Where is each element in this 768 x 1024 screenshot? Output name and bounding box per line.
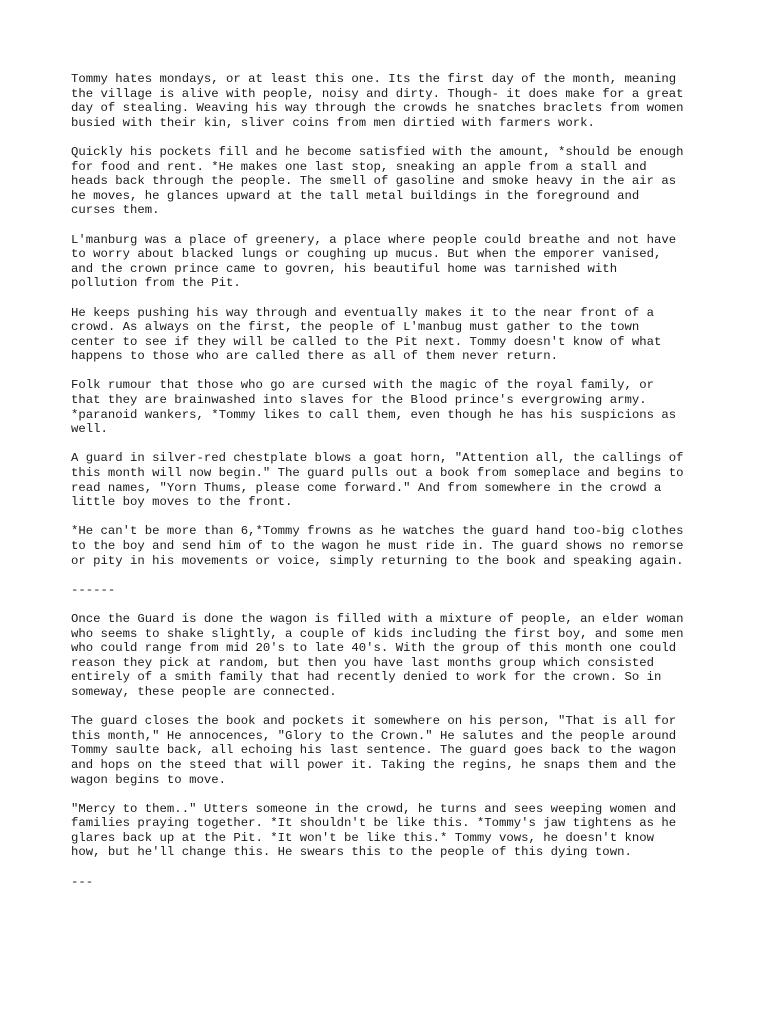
section-divider: --- <box>71 874 94 889</box>
paragraph: Once the Guard is done the wagon is filled with a mixture of people, an elder woman who seems to shake slightly, a couple of kids including the first boy, and some men who could range from mid 20's to late 40's. With the group of this month one could reason they pick at random, but then you have last months group which consisted entirely of a smith family that had recently denied to work for the crown. So in someway, these people are connected. <box>71 611 684 699</box>
paragraph: The guard closes the book and pockets it somewhere on his person, "That is all for this month," He annocences, "Glory to the Crown." He salutes and the people around Tommy saulte back, all echoing his last sentence. The guard goes back to the wagon and hops on the steed that will power it. Taking the regins, he snaps them and the wagon begins to move. <box>71 714 677 787</box>
paragraph: He keeps pushing his way through and eventually makes it to the near front of a crowd. As always on the first, the people of L'manbug must gather to the town center to see if they will be called to the Pit next. Tommy doesn't know of what happens to those who are called there as all of them never return. <box>71 305 662 364</box>
paragraph: *He can't be more than 6,*Tommy frowns as he watches the guard hand too-big clothes to the boy and send him of to the wagon he must ride in. The guard shows no remorse or pity in his movements or voice, simply returning to the book and speaking again. <box>71 524 684 568</box>
paragraph: L'manburg was a place of greenery, a place where people could breathe and not have to worry about blacked lungs or coughing up mucus. But when the emporer vanised, and the crown prince came to govren, his beautiful home was tarnished with pollution from the Pit. <box>71 232 677 291</box>
paragraph: "Mercy to them.." Utters someone in the crowd, he turns and sees weeping women and families praying together. *It shouldn't be like this. *Tommy's jaw tightens as he glares back up at the Pit. *It won't be like this.* Tommy vows, he doesn't know how, but he'll change this. He swears this to the people of this dying town. <box>71 801 677 860</box>
section-divider: ------ <box>71 582 116 597</box>
document-page <box>71 72 711 904</box>
paragraph: A guard in silver-red chestplate blows a goat horn, "Attention all, the callings of this month will now begin." The guard pulls out a book from someplace and begins to read names, "Yorn Thums, please come forward." And from somewhere in the crowd a little boy moves to the front. <box>71 451 684 510</box>
paragraph: Folk rumour that those who go are cursed with the magic of the royal family, or that they are brainwashed into slaves for the Blood prince's evergrowing army. *paranoid wankers, *Tommy likes to call them, even though he has his suspicions as well. <box>71 378 677 437</box>
paragraph: Tommy hates mondays, or at least this one. Its the first day of the month, meaning the village is alive with people, noisy and dirty. Though- it does make for a great day of stealing. Weaving his way through the crowds he snatches braclets from women busied with their kin, sliver coins from men dirtied with farmers work. <box>71 72 684 130</box>
paragraph: Quickly his pockets fill and he become satisfied with the amount, *should be enough for food and rent. *He makes one last stop, sneaking an apple from a stall and heads back through the people. The smell of gasoline and smoke heavy in the air as he moves, he glances upward at the tall metal buildings in the foreground and curses them. <box>71 144 684 218</box>
